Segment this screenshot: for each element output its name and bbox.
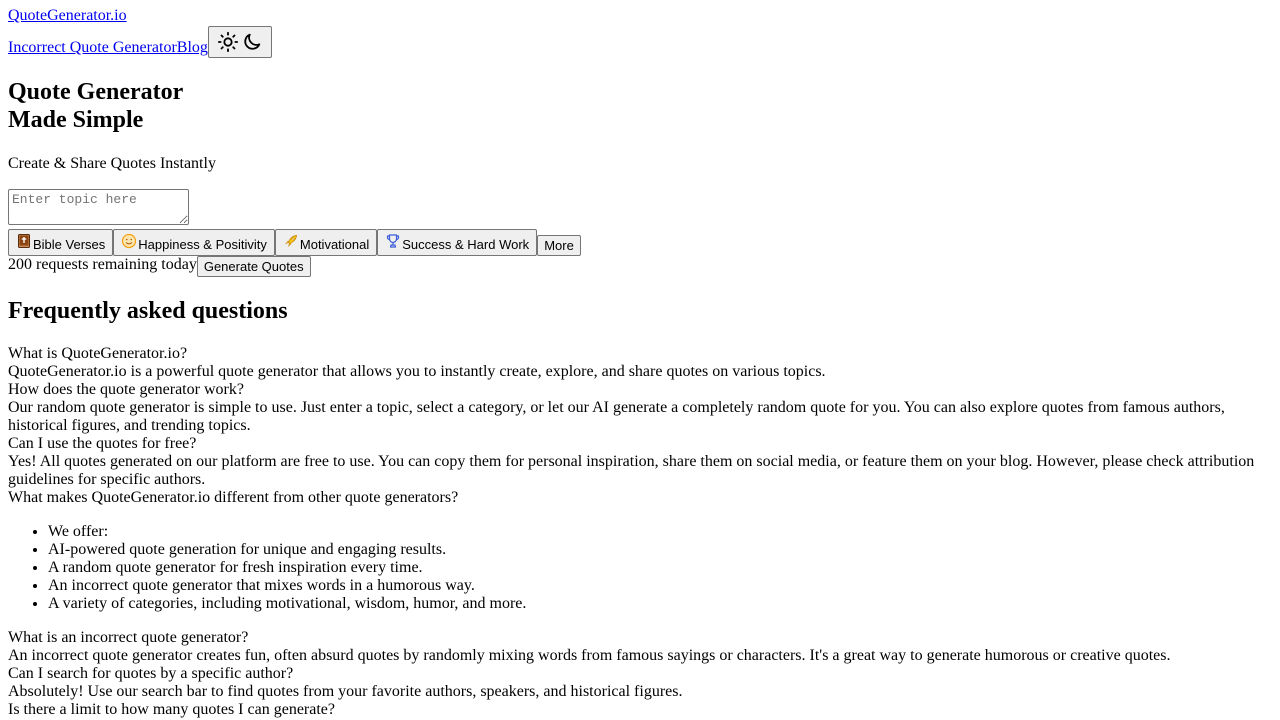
smile-icon [121,233,137,249]
category-label: Success & Hard Work [402,237,530,252]
nav-link-incorrect-quote-generator[interactable]: Incorrect Quote Generator [8,39,177,56]
bible-icon [16,233,32,249]
faq-answer: Yes! All quotes generated on our platform are free to use. You can copy them for personal inspiration, share them on social media, or feature them on your blog. However, please check attribution guidelines for specific authors. [8,453,1255,488]
more-categories-button[interactable]: More [537,235,581,256]
faq-title: Frequently asked questions [8,298,288,324]
hero-title-line-1: Quote Generator [8,79,184,105]
top-nav [8,26,1272,58]
generate-row [8,256,1272,277]
faq-answer: Our random quote generator is simple to use. Just enter a topic, select a category, or let our AI generate a completely random quote for you. You can also explore quotes from famous authors, historical figures, and trending topics. [8,399,1225,434]
category-happiness-positivity-button[interactable] [113,229,275,256]
trophy-icon [385,233,401,249]
faq-list-item: • We offer: [48,523,1272,541]
faq-question[interactable]: Can I use the quotes for free? [8,435,197,452]
faq-answer-list [8,523,1272,613]
category-label: Bible Verses [33,237,106,252]
faq-list-item: • A variety of categories, including motivational, wisdom, humor, and more. [48,595,1272,613]
hero-title-line-2: Made Simple [8,107,144,133]
hero-title [8,78,1272,134]
generate-quotes-button[interactable]: Generate Quotes [197,256,311,277]
category-row [8,229,1272,256]
category-motivational-button[interactable] [275,229,377,256]
page [8,7,1272,719]
category-label: Happiness & Positivity [138,237,267,252]
faq-question[interactable]: Is there a limit to how many quotes I can generate? [8,701,335,718]
rocket-icon [283,233,299,249]
faq-question[interactable]: What is an incorrect quote generator? [8,629,249,646]
faq-question[interactable]: What is QuoteGenerator.io? [8,345,188,362]
faq-answer: QuoteGenerator.io is a powerful quote generator that allows you to instantly create, explore, and share quotes on various topics. [8,363,826,380]
faq-item [8,701,1272,719]
faq-question[interactable]: What makes QuoteGenerator.io different from other quote generators? [8,489,459,506]
category-bible-verses-button[interactable] [8,229,113,256]
nav-link-blog[interactable]: Blog [176,39,208,56]
sun-icon [217,31,239,53]
faq-question[interactable]: Can I search for quotes by a specific author? [8,665,294,682]
faq-question[interactable]: How does the quote generator work? [8,381,244,398]
faq-item [8,629,1272,665]
faq-answer: Absolutely! Use our search bar to find quotes from your favorite authors, speakers, and historical figures. [8,683,683,700]
topic-input[interactable] [8,189,189,225]
theme-toggle-button[interactable] [208,26,272,58]
faq-item [8,665,1272,701]
faq-list-item: • AI-powered quote generation for unique and engaging results. [48,541,1272,559]
hero-subtitle: Create & Share Quotes Instantly [8,155,216,172]
faq-list-item: • A random quote generator for fresh inspiration every time. [48,559,1272,577]
faq-item [8,489,1272,613]
faq-item [8,435,1272,489]
category-success-hard-work-button[interactable] [377,229,537,256]
brand-link[interactable]: QuoteGenerator.io [8,7,127,24]
faq-item [8,381,1272,435]
moon-icon [241,31,263,53]
faq-answer: An incorrect quote generator creates fun, often absurd quotes by randomly mixing words from famous sayings or characters. It's a great way to generate humorous or creative quotes. [8,647,1171,664]
faq-item [8,345,1272,381]
faq-list [8,345,1272,719]
requests-remaining-text: 200 requests remaining today [8,256,197,273]
faq-list-item: • An incorrect quote generator that mixes words in a humorous way. [48,577,1272,595]
category-label: Motivational [299,237,370,252]
